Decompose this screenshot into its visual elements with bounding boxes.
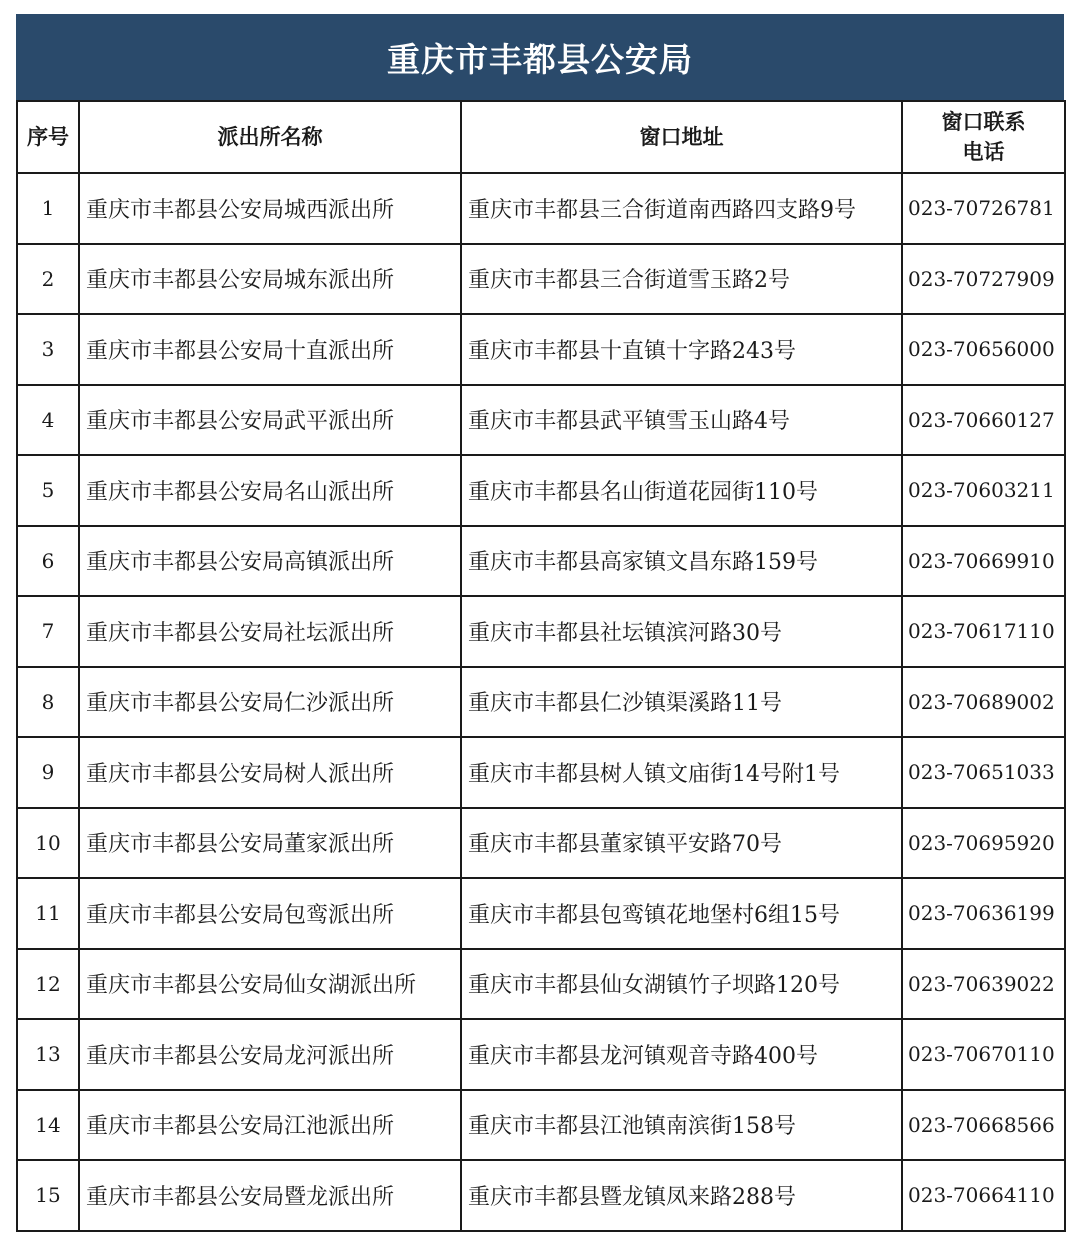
header-window-address: 窗口地址 — [461, 101, 902, 173]
cell-station-name: 重庆市丰都县公安局树人派出所 — [79, 737, 461, 808]
table-row — [17, 878, 1065, 949]
table-row — [17, 1019, 1065, 1090]
cell-window-address: 重庆市丰都县名山街道花园街110号 — [461, 455, 902, 526]
cell-station-name: 重庆市丰都县公安局城东派出所 — [79, 244, 461, 315]
cell-contact-phone: 023-70639022 — [902, 949, 1065, 1020]
cell-contact-phone: 023-70695920 — [902, 808, 1065, 879]
header-station-name: 派出所名称 — [79, 101, 461, 173]
table-row — [17, 385, 1065, 456]
cell-no: 9 — [17, 737, 79, 808]
table-row — [17, 1160, 1065, 1231]
cell-station-name: 重庆市丰都县公安局十直派出所 — [79, 314, 461, 385]
cell-contact-phone: 023-70603211 — [902, 455, 1065, 526]
cell-station-name: 重庆市丰都县公安局社坛派出所 — [79, 596, 461, 667]
cell-contact-phone: 023-70670110 — [902, 1019, 1065, 1090]
cell-window-address: 重庆市丰都县包鸾镇花地堡村6组15号 — [461, 878, 902, 949]
cell-contact-phone: 023-70668566 — [902, 1090, 1065, 1161]
cell-station-name: 重庆市丰都县公安局名山派出所 — [79, 455, 461, 526]
cell-no: 10 — [17, 808, 79, 879]
cell-no: 2 — [17, 244, 79, 315]
cell-window-address: 重庆市丰都县董家镇平安路70号 — [461, 808, 902, 879]
cell-window-address: 重庆市丰都县树人镇文庙街14号附1号 — [461, 737, 902, 808]
header-contact-phone — [902, 101, 1065, 173]
cell-station-name: 重庆市丰都县公安局仁沙派出所 — [79, 667, 461, 738]
page-title: 重庆市丰都县公安局 — [16, 14, 1064, 100]
cell-no: 7 — [17, 596, 79, 667]
table-row — [17, 314, 1065, 385]
table-body — [17, 173, 1065, 1231]
cell-window-address: 重庆市丰都县仁沙镇渠溪路11号 — [461, 667, 902, 738]
cell-no: 6 — [17, 526, 79, 597]
header-no: 序号 — [17, 101, 79, 173]
table-row — [17, 173, 1065, 244]
cell-window-address: 重庆市丰都县龙河镇观音寺路400号 — [461, 1019, 902, 1090]
cell-contact-phone: 023-70689002 — [902, 667, 1065, 738]
table-row — [17, 949, 1065, 1020]
cell-no: 11 — [17, 878, 79, 949]
cell-no: 3 — [17, 314, 79, 385]
cell-contact-phone: 023-70669910 — [902, 526, 1065, 597]
document-frame — [16, 14, 1064, 1232]
cell-no: 14 — [17, 1090, 79, 1161]
cell-station-name: 重庆市丰都县公安局江池派出所 — [79, 1090, 461, 1161]
table-row — [17, 526, 1065, 597]
cell-no: 5 — [17, 455, 79, 526]
cell-no: 12 — [17, 949, 79, 1020]
cell-station-name: 重庆市丰都县公安局仙女湖派出所 — [79, 949, 461, 1020]
cell-no: 15 — [17, 1160, 79, 1231]
cell-window-address: 重庆市丰都县高家镇文昌东路159号 — [461, 526, 902, 597]
cell-station-name: 重庆市丰都县公安局包鸾派出所 — [79, 878, 461, 949]
cell-contact-phone: 023-70656000 — [902, 314, 1065, 385]
table-row — [17, 1090, 1065, 1161]
cell-no: 1 — [17, 173, 79, 244]
cell-window-address: 重庆市丰都县仙女湖镇竹子坝路120号 — [461, 949, 902, 1020]
cell-station-name: 重庆市丰都县公安局暨龙派出所 — [79, 1160, 461, 1231]
cell-station-name: 重庆市丰都县公安局城西派出所 — [79, 173, 461, 244]
cell-station-name: 重庆市丰都县公安局高镇派出所 — [79, 526, 461, 597]
table-row — [17, 808, 1065, 879]
cell-contact-phone: 023-70727909 — [902, 244, 1065, 315]
table-row — [17, 596, 1065, 667]
cell-window-address: 重庆市丰都县江池镇南滨街158号 — [461, 1090, 902, 1161]
cell-contact-phone: 023-70617110 — [902, 596, 1065, 667]
cell-window-address: 重庆市丰都县社坛镇滨河路30号 — [461, 596, 902, 667]
cell-contact-phone: 023-70726781 — [902, 173, 1065, 244]
cell-no: 4 — [17, 385, 79, 456]
cell-station-name: 重庆市丰都县公安局龙河派出所 — [79, 1019, 461, 1090]
cell-contact-phone: 023-70664110 — [902, 1160, 1065, 1231]
header-contact-phone-line2: 电话 — [962, 140, 1005, 164]
cell-window-address: 重庆市丰都县暨龙镇凤来路288号 — [461, 1160, 902, 1231]
table-row — [17, 737, 1065, 808]
cell-window-address: 重庆市丰都县十直镇十字路243号 — [461, 314, 902, 385]
cell-no: 8 — [17, 667, 79, 738]
cell-contact-phone: 023-70636199 — [902, 878, 1065, 949]
table-row — [17, 667, 1065, 738]
table-row — [17, 455, 1065, 526]
table-row — [17, 244, 1065, 315]
cell-station-name: 重庆市丰都县公安局武平派出所 — [79, 385, 461, 456]
cell-window-address: 重庆市丰都县三合街道雪玉路2号 — [461, 244, 902, 315]
cell-station-name: 重庆市丰都县公安局董家派出所 — [79, 808, 461, 879]
cell-contact-phone: 023-70660127 — [902, 385, 1065, 456]
cell-contact-phone: 023-70651033 — [902, 737, 1065, 808]
cell-window-address: 重庆市丰都县武平镇雪玉山路4号 — [461, 385, 902, 456]
header-contact-phone-line1: 窗口联系 — [941, 110, 1026, 134]
cell-window-address: 重庆市丰都县三合街道南西路四支路9号 — [461, 173, 902, 244]
police-station-table — [16, 100, 1066, 1232]
cell-no: 13 — [17, 1019, 79, 1090]
table-header-row — [17, 101, 1065, 173]
